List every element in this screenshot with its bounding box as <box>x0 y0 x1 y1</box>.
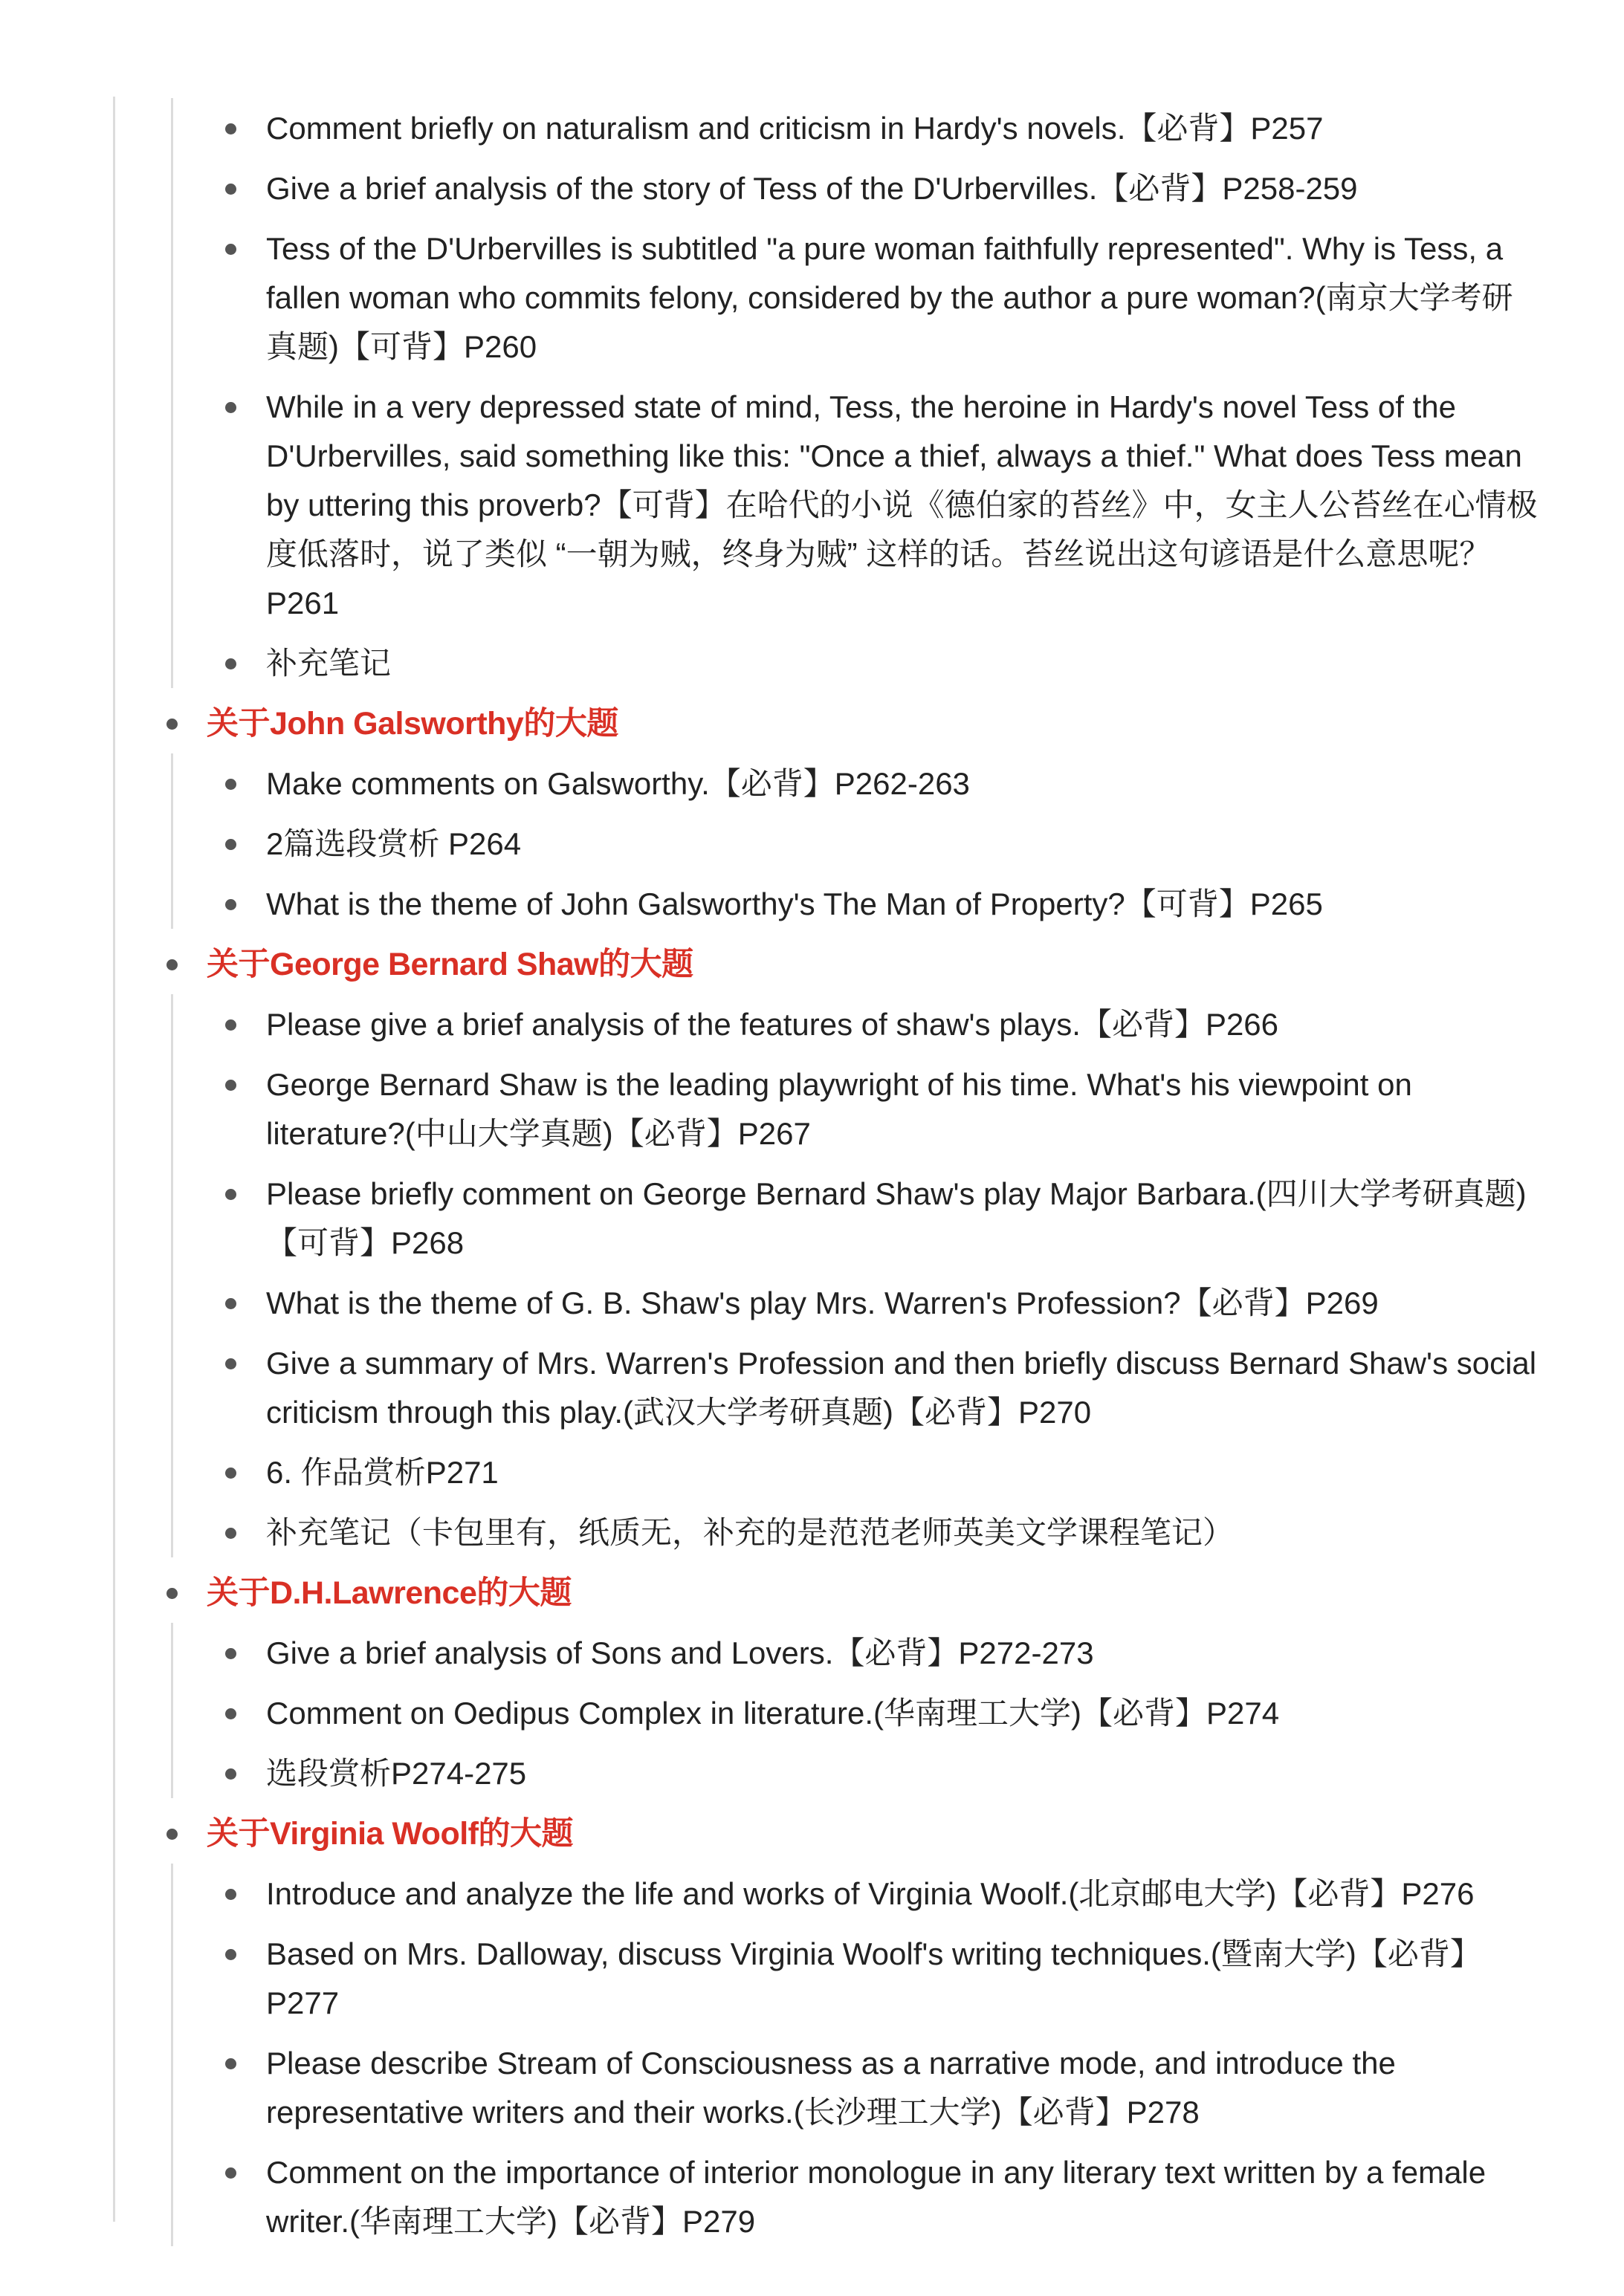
bullet-dot-icon <box>166 1829 178 1840</box>
bullet-dot-icon <box>225 779 236 790</box>
list-item <box>0 383 1624 628</box>
bullet-dot-icon <box>225 1189 236 1200</box>
list-item <box>0 2039 1624 2137</box>
list-item-text: Comment on Oedipus Complex in literature.(华南理工大学)【必背】P274 <box>266 1696 1280 1731</box>
list-item-text: 6. 作品赏析P271 <box>266 1455 499 1490</box>
list-item <box>0 2148 1624 2246</box>
bullet-dot-icon <box>225 184 236 195</box>
list-item <box>0 1689 1624 1738</box>
bullet-dot-icon <box>225 1889 236 1900</box>
list-item-text: Please give a brief analysis of the features of shaw's plays.【必背】P266 <box>266 1007 1279 1042</box>
section-heading-text: 关于D.H.Lawrence的大题 <box>207 1575 572 1611</box>
list-item <box>0 1060 1624 1158</box>
list-item <box>0 1930 1624 2028</box>
nested-list-guide-line <box>171 994 173 1557</box>
section-heading-text: 关于George Bernard Shaw的大题 <box>207 947 693 982</box>
list-item <box>0 759 1624 808</box>
section-heading <box>0 699 1624 748</box>
bullet-dot-icon <box>225 1468 236 1479</box>
list-item <box>0 224 1624 372</box>
nested-list-guide-line <box>171 1623 173 1798</box>
list-item <box>0 639 1624 688</box>
list-item <box>0 104 1624 153</box>
bullet-dot-icon <box>225 244 236 255</box>
bullet-dot-icon <box>225 1528 236 1539</box>
list-item-text: 选段赏析P274-275 <box>266 1756 527 1791</box>
nested-list-guide-line <box>171 753 173 929</box>
list-item <box>0 1448 1624 1497</box>
bullet-dot-icon <box>225 658 236 669</box>
bullet-dot-icon <box>225 2167 236 2179</box>
list-item <box>0 1170 1624 1268</box>
list-item <box>0 164 1624 213</box>
list-item <box>0 1508 1624 1557</box>
bullet-dot-icon <box>225 1080 236 1091</box>
list-item-text: Please briefly comment on George Bernard Shaw's play Major Barbara.(四川大学考研真题)【可背】P268 <box>266 1176 1527 1260</box>
list-item-text: Please describe Stream of Consciousness as a narrative mode, and introduce the representative writers and their works.(长沙理工大学)【必背】P278 <box>266 2046 1396 2130</box>
bullet-dot-icon <box>225 1298 236 1309</box>
list-item-text: Give a brief analysis of Sons and Lovers.【必背】P272-273 <box>266 1635 1094 1670</box>
list-item <box>0 1869 1624 1919</box>
bullet-dot-icon <box>225 1949 236 1960</box>
bullet-dot-icon <box>225 839 236 850</box>
section-heading <box>0 940 1624 989</box>
bullet-dot-icon <box>166 959 178 970</box>
bullet-dot-icon <box>166 1588 178 1599</box>
list-item <box>0 820 1624 869</box>
bullet-dot-icon <box>225 1768 236 1780</box>
list-item-text: George Bernard Shaw is the leading playwright of his time. What's his viewpoint on literature?(中山大学真题)【必背】P267 <box>266 1067 1412 1151</box>
list-item-text: Introduce and analyze the life and works of Virginia Woolf.(北京邮电大学)【必背】P276 <box>266 1876 1475 1911</box>
list-item-text: 补充笔记（卡包里有，纸质无，补充的是范范老师英美文学课程笔记） <box>266 1515 1235 1550</box>
list-item-text: Give a summary of Mrs. Warren's Profession and then briefly discuss Bernard Shaw's social criticism through this play.(武汉大学考研真题)【必背】P270 <box>266 1346 1537 1430</box>
section-heading <box>0 1809 1624 1858</box>
list-item <box>0 1279 1624 1328</box>
bullet-dot-icon <box>166 719 178 730</box>
list-item-text: Comment on the importance of interior monologue in any literary text written by a female writer.(华南理工大学)【必背】P279 <box>266 2155 1486 2239</box>
bullet-dot-icon <box>225 1019 236 1031</box>
list-item <box>0 1629 1624 1678</box>
bullet-dot-icon <box>225 123 236 134</box>
list-item <box>0 880 1624 929</box>
list-item-text: Tess of the D'Urbervilles is subtitled "a pure woman faithfully represented". Why is Tess, a fallen woman who commits felony, considered by the author a pure woman?(南京大学考研真题)【可背】P260 <box>266 231 1513 364</box>
list-item <box>0 1339 1624 1437</box>
bullet-dot-icon <box>225 2058 236 2069</box>
bullet-dot-icon <box>225 1648 236 1659</box>
outline-list <box>0 104 1624 2257</box>
list-item-text: What is the theme of G. B. Shaw's play Mrs. Warren's Profession?【必背】P269 <box>266 1285 1379 1320</box>
bullet-dot-icon <box>225 402 236 413</box>
bullet-dot-icon <box>225 1708 236 1719</box>
list-item-text: 2篇选段赏析 P264 <box>266 826 522 861</box>
list-item <box>0 1000 1624 1049</box>
section-heading <box>0 1569 1624 1618</box>
list-item-text: Make comments on Galsworthy.【必背】P262-263 <box>266 766 970 801</box>
section-heading-text: 关于Virginia Woolf的大题 <box>207 1816 573 1852</box>
bullet-dot-icon <box>225 1358 236 1369</box>
list-item-text: While in a very depressed state of mind, Tess, the heroine in Hardy's novel Tess of the D'Urbervilles, said something like this: "Once a thief, always a thief." What does Tess mean by uttering this proverb?【可背】在哈代的小说《德伯家的苔丝》中，女主人公苔丝在心情极度低落时，说了类似 “一朝为贼，终身为贼” 这样的话。苔丝说出这句谚语是什么意思呢？P261 <box>266 389 1538 620</box>
section-heading-text: 关于John Galsworthy的大题 <box>207 706 618 742</box>
list-item <box>0 1749 1624 1798</box>
nested-list-guide-line <box>171 98 173 688</box>
list-item-text: Give a brief analysis of the story of Tess of the D'Urbervilles.【必背】P258-259 <box>266 171 1358 206</box>
bullet-dot-icon <box>225 899 236 910</box>
list-item-text: What is the theme of John Galsworthy's The Man of Property?【可背】P265 <box>266 886 1323 921</box>
list-item-text: 补充笔记 <box>266 646 392 681</box>
list-item-text: Comment briefly on naturalism and criticism in Hardy's novels.【必背】P257 <box>266 111 1324 146</box>
list-item-text: Based on Mrs. Dalloway, discuss Virginia Woolf's writing techniques.(暨南大学)【必背】P277 <box>266 1936 1481 2020</box>
nested-list-guide-line <box>171 1864 173 2246</box>
